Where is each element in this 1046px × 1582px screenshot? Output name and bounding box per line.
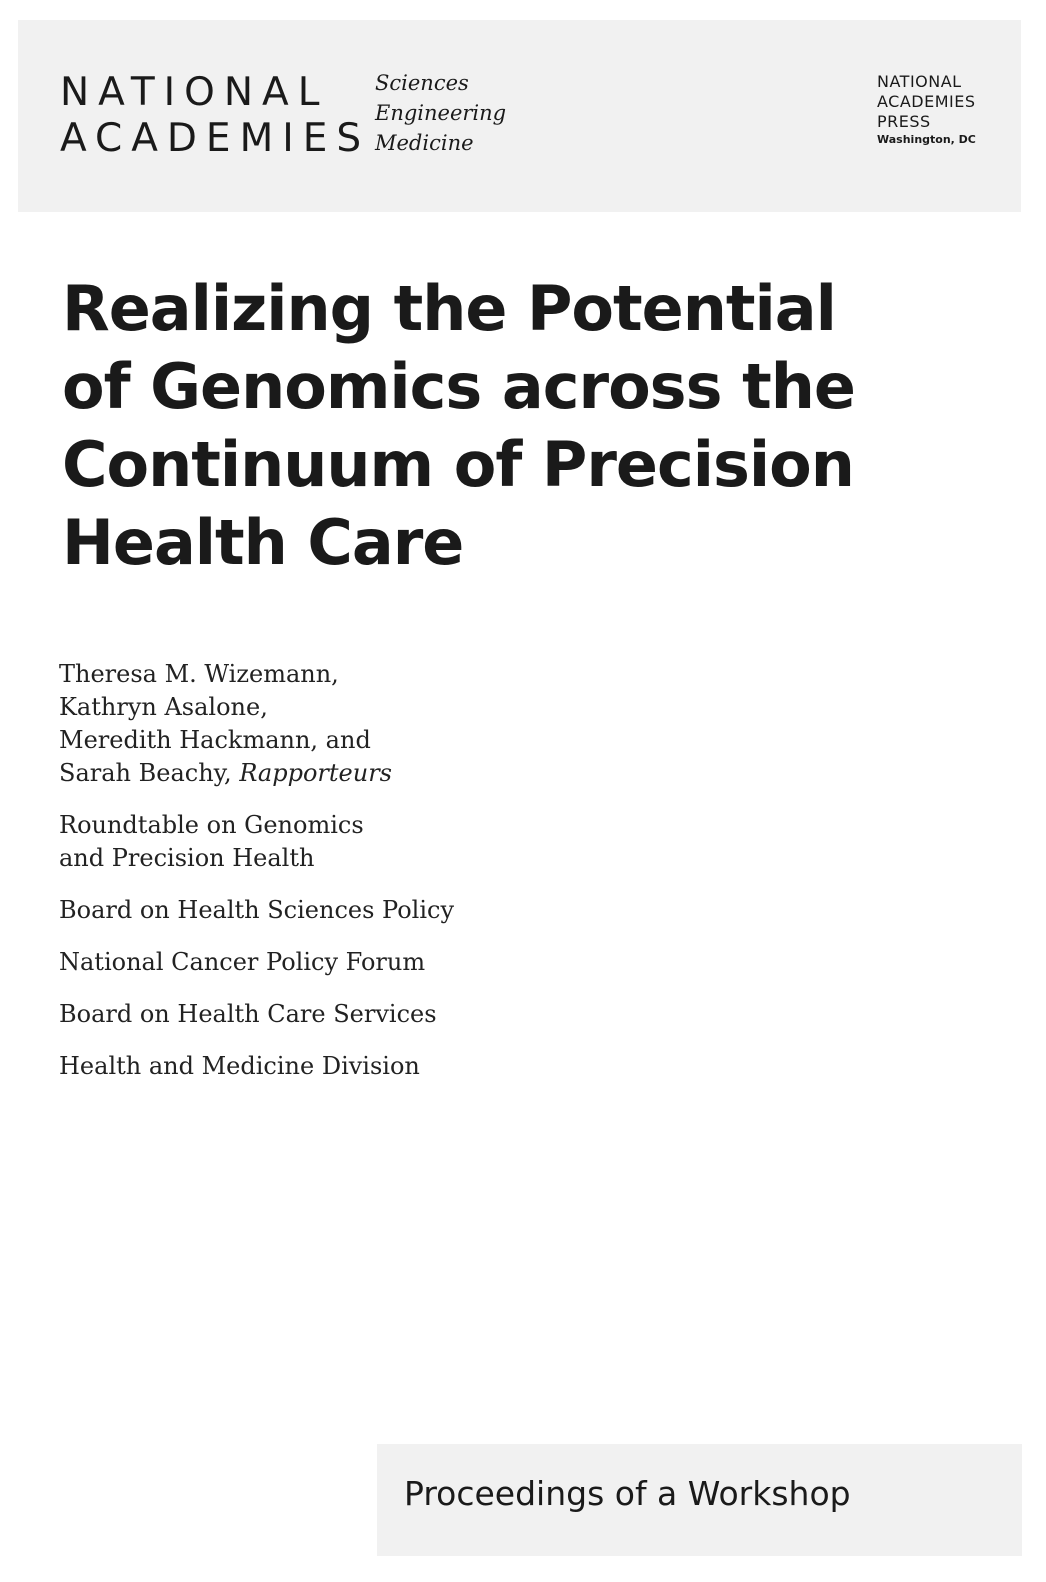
discipline-medicine: Medicine — [375, 131, 474, 155]
logo-line-national: NATIONAL — [60, 70, 329, 115]
rapporteur-name: Sarah Beachy, — [59, 759, 232, 787]
press-line-academies: ACADEMIES — [877, 92, 976, 111]
header-band — [18, 20, 1021, 212]
national-academies-press-logo — [877, 72, 976, 148]
logo-line-academies: ACADEMIES — [60, 116, 371, 161]
rapporteur-name: Kathryn Asalone, — [59, 693, 268, 721]
discipline-engineering: Engineering — [375, 101, 507, 125]
discipline-sciences: Sciences — [375, 71, 469, 95]
rapporteur-name: Theresa M. Wizemann, — [59, 660, 339, 688]
unit-health-medicine-division: Health and Medicine Division — [59, 1052, 420, 1080]
series-band — [377, 1444, 1022, 1556]
credits — [59, 658, 579, 1102]
title-line: Health Care — [62, 506, 464, 579]
press-city: Washington, DC — [877, 133, 976, 146]
title-line: Continuum of Precision — [62, 428, 854, 501]
unit-national-cancer-policy-forum: National Cancer Policy Forum — [59, 948, 426, 976]
national-academies-logo — [60, 70, 370, 162]
press-line-press: PRESS — [877, 112, 931, 131]
rapporteur-last-line — [59, 757, 579, 790]
disciplines-list — [375, 68, 506, 158]
unit-board-health-care-services: Board on Health Care Services — [59, 1000, 437, 1028]
unit-board-health-sciences-policy: Board on Health Sciences Policy — [59, 896, 455, 924]
roundtable-line: and Precision Health — [59, 844, 315, 872]
title-line: of Genomics across the — [62, 350, 855, 423]
rapporteur-name: Meredith Hackmann, and — [59, 726, 371, 754]
roundtable-line: Roundtable on Genomics — [59, 811, 364, 839]
title-line: Realizing the Potential — [62, 272, 836, 345]
roundtable-block — [59, 809, 579, 875]
series-label: Proceedings of a Workshop — [404, 1474, 851, 1513]
book-title — [62, 270, 862, 582]
press-line-national: NATIONAL — [877, 72, 962, 91]
rapporteurs-role: Rapporteurs — [239, 759, 392, 787]
rapporteurs-block — [59, 658, 579, 790]
